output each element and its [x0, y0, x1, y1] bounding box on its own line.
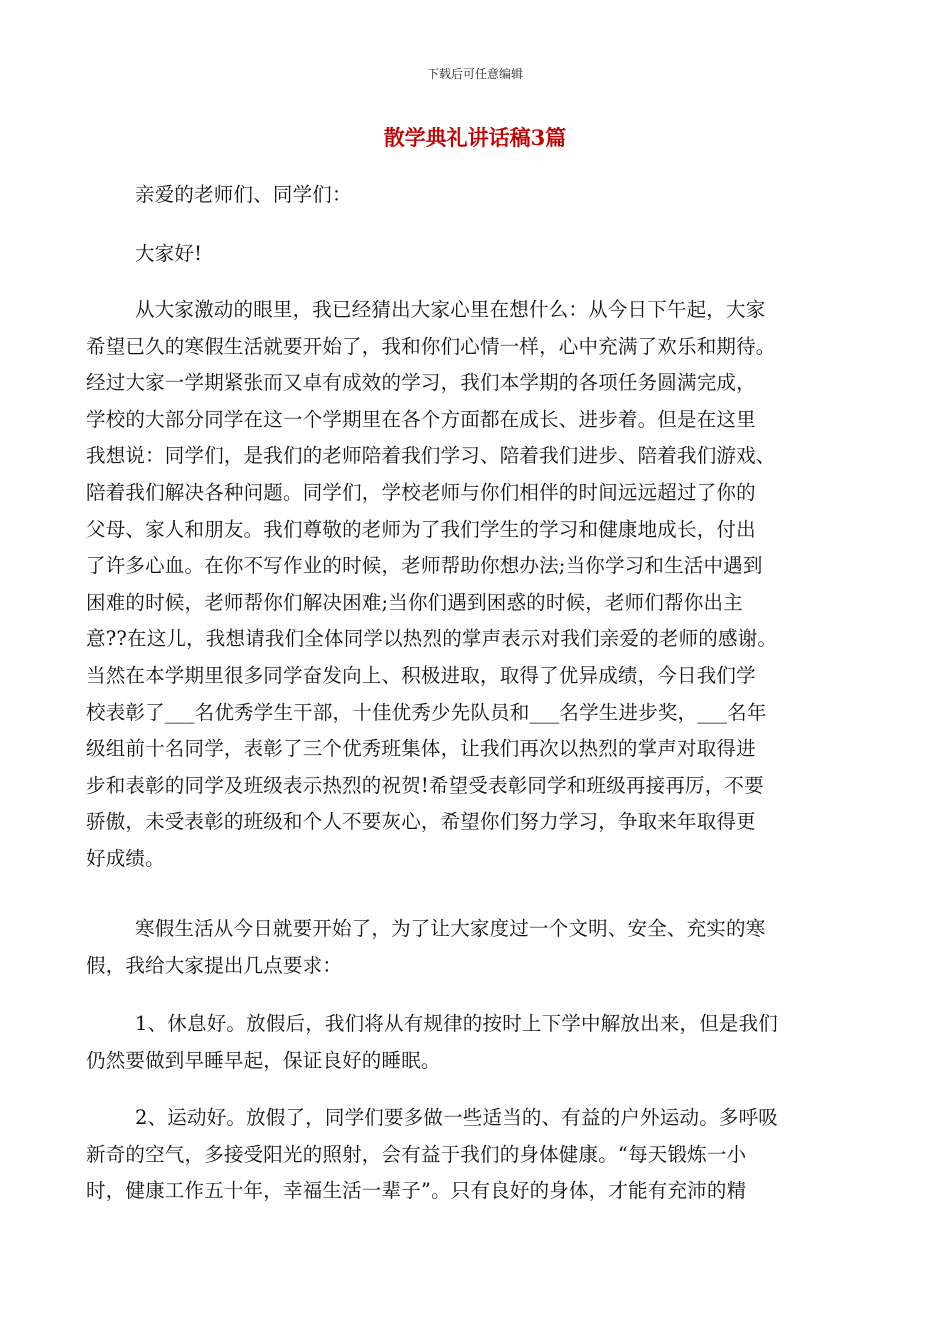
paragraph-2 [86, 911, 866, 984]
paragraph-line: 新奇的空气，多接受阳光的照射，会有益于我们的身体健康。“每天锻炼一小 [86, 1142, 747, 1166]
paragraph-line: 时，健康工作五十年，幸福生活一辈子”。只有良好的身体，才能有充沛的精 [86, 1179, 747, 1203]
paragraph-line: 2、运动好。放假了，同学们要多做一些适当的、有益的户外运动。多呼吸 [135, 1106, 779, 1129]
greeting-paragraph [86, 177, 866, 214]
paragraph-line: 骄傲，未受表彰的班级和个人不要灰心，希望你们努力学习，争取来年取得更 [86, 810, 756, 834]
paragraph-line: 困难的时候，老师帮你们解决困难;当你们遇到困惑的时候，老师们帮你出主 [86, 590, 743, 614]
paragraph-line: 1、休息好。放假后，我们将从有规律的按时上下学中解放出来，但是我们 [135, 1012, 779, 1035]
greeting-line: 亲爱的老师们、同学们： [135, 183, 352, 206]
paragraph-1 [86, 292, 866, 878]
paragraph-4 [86, 1100, 866, 1210]
paragraph-line: 经过大家一学期紧张而又卓有成效的学习，我们本学期的各项任务圆满完成， [86, 371, 756, 395]
paragraph-line: 意??在这儿，我想请我们全体同学以热烈的掌声表示对我们亲爱的老师的感谢。 [86, 627, 778, 651]
paragraph-line: 父母、家人和朋友。我们尊敬的老师为了我们学生的学习和健康地成长，付出 [86, 517, 756, 541]
paragraph-line: 好成绩。 [86, 846, 165, 870]
paragraph-line: 校表彰了___名优秀学生干部，十佳优秀少先队员和___名学生进步奖，___名年 [86, 700, 767, 724]
paragraph-line: 寒假生活从今日就要开始了，为了让大家度过一个文明、安全、充实的寒 [135, 917, 766, 940]
paragraph-line: 从大家激动的眼里，我已经猜出大家心里在想什么：从今日下午起，大家 [135, 298, 766, 321]
paragraph-line: 希望已久的寒假生活就要开始了，我和你们心情一样，心中充满了欢乐和期待。 [86, 334, 776, 358]
hello-paragraph [86, 236, 866, 273]
paragraph-line: 级组前十名同学，表彰了三个优秀班集体，让我们再次以热烈的掌声对取得进 [86, 737, 756, 761]
hello-line: 大家好! [135, 242, 203, 265]
paragraph-line: 我想说：同学们，是我们的老师陪着我们学习、陪着我们进步、陪着我们游戏、 [86, 444, 776, 468]
paragraph-line: 假，我给大家提出几点要求： [86, 953, 343, 977]
paragraph-line: 学校的大部分同学在这一个学期里在各个方面都在成长、进步着。但是在这里 [86, 407, 756, 431]
paragraph-line: 仍然要做到早睡早起，保证良好的睡眠。 [86, 1048, 441, 1072]
paragraph-line: 步和表彰的同学及班级表示热烈的祝贺!希望受表彰同学和班级再接再厉，不要 [86, 773, 764, 797]
paragraph-line: 当然在本学期里很多同学奋发向上、积极进取，取得了优异成绩，今日我们学 [86, 663, 756, 687]
paragraph-line: 了许多心血。在你不写作业的时候，老师帮助你想办法;当你学习和生活中遇到 [86, 554, 763, 578]
paragraph-line: 陪着我们解决各种问题。同学们，学校老师与你们相伴的时间远远超过了你的 [86, 480, 756, 504]
header-note: 下载后可任意编辑 [426, 67, 523, 81]
paragraph-3 [86, 1006, 866, 1079]
document-title: 散学典礼讲话稿3篇 [383, 125, 567, 150]
